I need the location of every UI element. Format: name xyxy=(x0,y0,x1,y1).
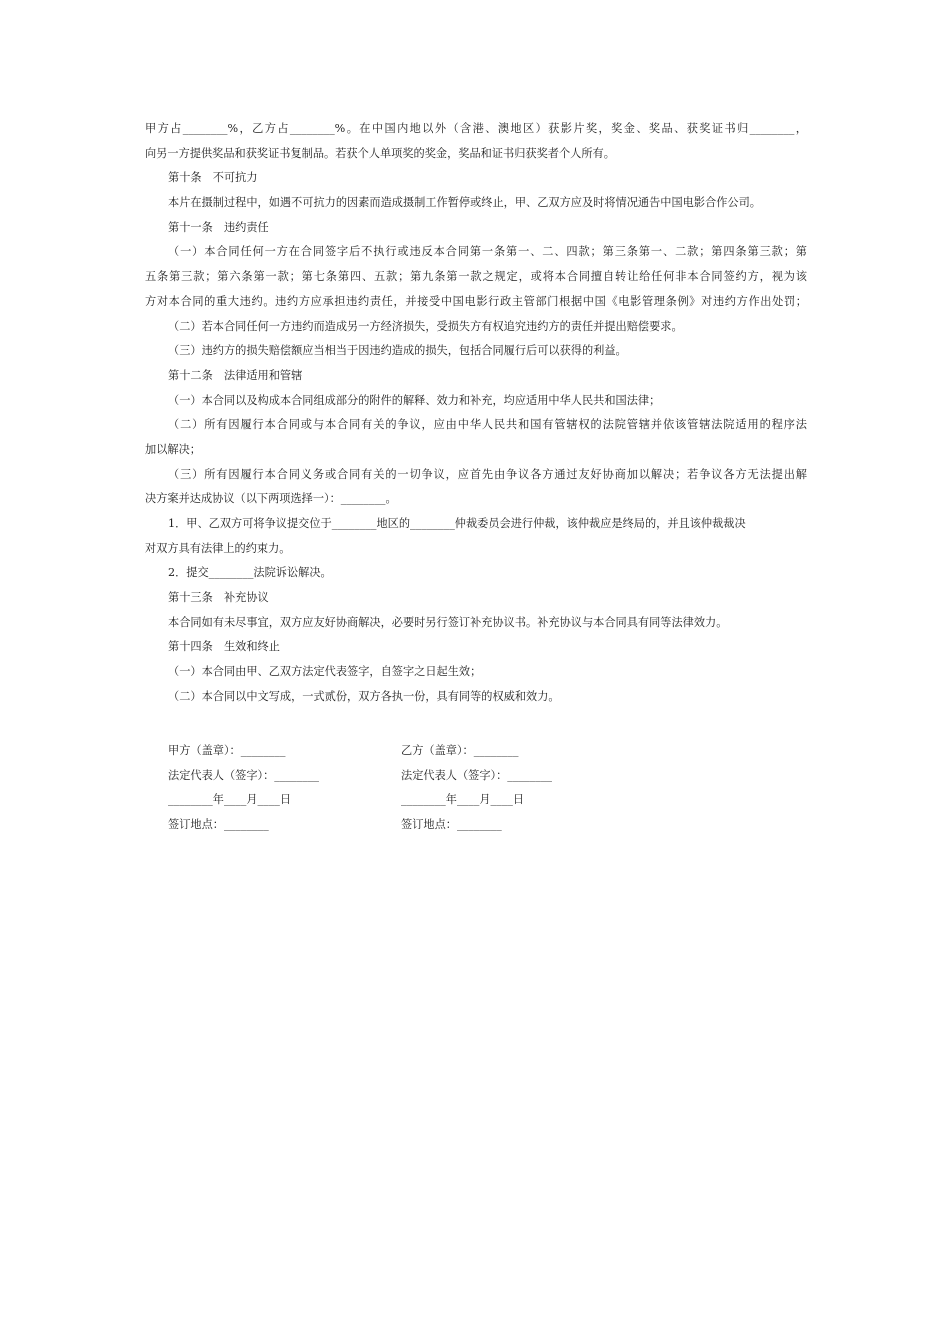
party-b-seal-field: 乙方（盖章）：________ xyxy=(401,744,519,757)
body-line: 第十四条 生效和终止 xyxy=(168,640,280,654)
party-a-representative-field: 法定代表人（签字）：________ xyxy=(168,768,320,782)
body-line: 五条第三款；第六条第一款；第七条第四、五款；第九条第一款之规定，或将本合同擅自转让给任何非本合同签约方，视为该 xyxy=(145,270,807,284)
body-line: （一）本合同任何一方在合同签字后不执行或违反本合同第一条第一、二、四款；第三条第一、二款；第四条第三款；第 xyxy=(168,245,807,259)
body-line: 向另一方提供奖品和获奖证书复制品。若获个人单项奖的奖金，奖品和证书归获奖者个人所有。 xyxy=(145,146,615,160)
body-line: 第十二条 法律适用和管辖 xyxy=(168,368,303,382)
body-line: （一）本合同由甲、乙双方法定代表签字，自签字之日起生效； xyxy=(168,665,482,679)
party-b-representative-field: 法定代表人（签字）：________ xyxy=(401,768,553,782)
body-line: 第十条 不可抗力 xyxy=(168,171,258,185)
body-line: （二）若本合同任何一方违约而造成另一方经济损失，受损失方有权追究违约方的责任并提出赔偿要求。 xyxy=(168,319,683,333)
body-line: （三）所有因履行本合同义务或合同有关的一切争议，应首先由争议各方通过友好协商加以解决；若争议各方无法提出解 xyxy=(168,467,807,481)
party-a-date-field: ________年____月____日 xyxy=(168,793,292,807)
body-line: 决方案并达成协议（以下两项选择一）：________。 xyxy=(145,492,397,506)
body-line: （一）本合同以及构成本合同组成部分的附件的解释、效力和补充，均应适用中华人民共和国法律； xyxy=(168,393,661,407)
body-line: 方对本合同的重大违约。违约方应承担违约责任，并接受中国电影行政主管部门根据中国《电影管理条例》对违约方作出处罚； xyxy=(145,294,807,308)
body-line: 加以解决； xyxy=(145,442,201,456)
body-line: 2．提交________法院诉讼解决。 xyxy=(168,566,332,580)
party-b-signature-block xyxy=(401,739,701,838)
body-line: （二）本合同以中文写成，一式贰份，双方各执一份，具有同等的权威和效力。 xyxy=(168,689,560,703)
party-b-place-field: 签订地点：________ xyxy=(401,818,502,832)
body-line: 第十一条 违约责任 xyxy=(168,220,269,234)
body-line: 本合同如有未尽事宜，双方应友好协商解决，必要时另行签订补充协议书。补充协议与本合同具有同等法律效力。 xyxy=(168,615,728,629)
body-line: 1．甲、乙双方可将争议提交位于________地区的________仲裁委员会进行仲裁，该仲裁应是终局的，并且该仲裁裁决 xyxy=(168,517,746,530)
party-b-date-field: ________年____月____日 xyxy=(401,793,525,807)
body-line: （二）所有因履行本合同或与本合同有关的争议，应由中华人民共和国有管辖权的法院管辖并依该管辖法院适用的程序法 xyxy=(168,418,807,432)
body-line: （三）违约方的损失赔偿额应当相当于因违约造成的损失，包括合同履行后可以获得的利益。 xyxy=(168,344,627,358)
body-line: 本片在摄制过程中，如遇不可抗力的因素而造成摄制工作暂停或终止，甲、乙双方应及时将情况通告中国电影合作公司。 xyxy=(168,196,761,210)
body-line: 第十三条 补充协议 xyxy=(168,591,269,605)
party-a-seal-field: 甲方（盖章）：________ xyxy=(168,744,286,757)
party-a-place-field: 签订地点：________ xyxy=(168,818,269,832)
body-line: 甲方占________%，乙方占________%。在中国内地以外（含港、澳地区）获影片奖，奖金、奖品、获奖证书归________， xyxy=(145,122,807,135)
body-line: 对双方具有法律上的约束力。 xyxy=(145,541,291,555)
contract-body xyxy=(145,117,807,710)
